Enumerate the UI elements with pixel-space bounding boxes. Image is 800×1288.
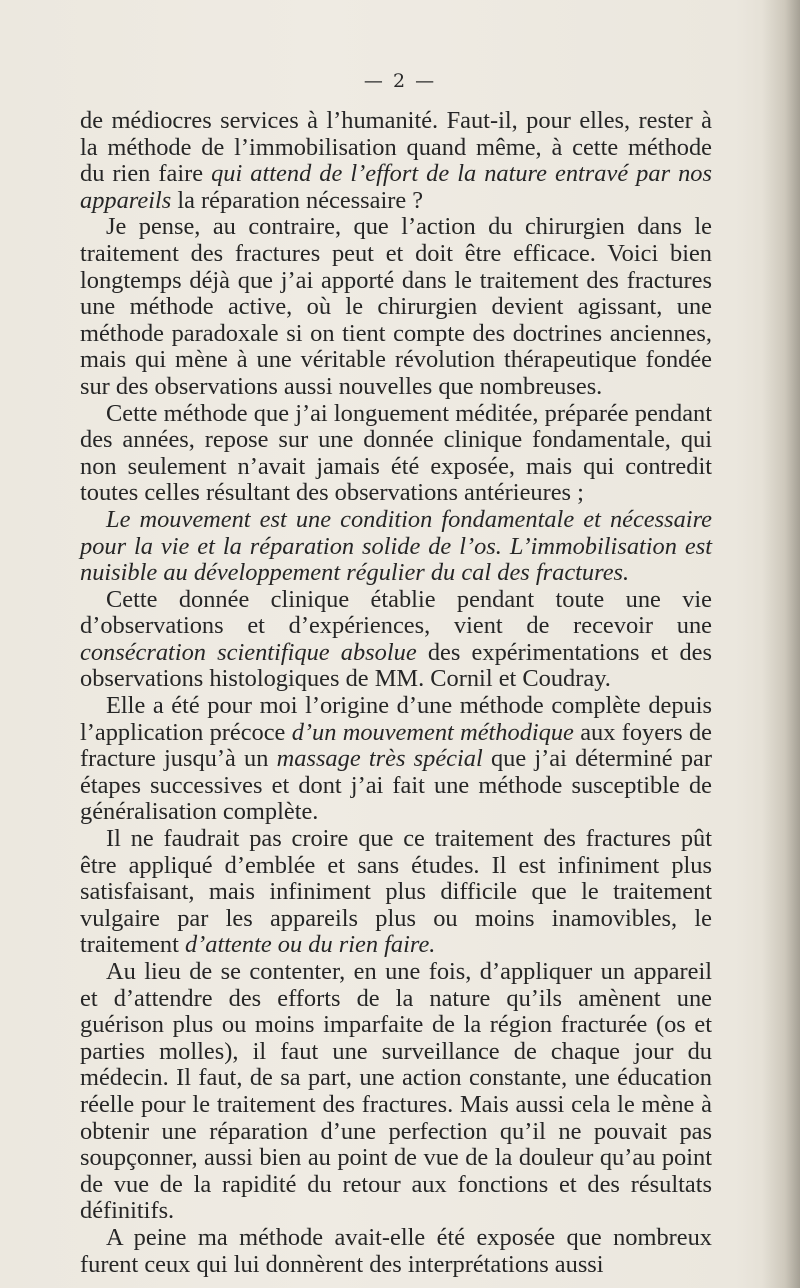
italic-segment: qui attend de l’effort de la nature entravé par nos appareils [80,160,712,214]
paragraph-1 [80,108,712,214]
text-segment: Cette donnée clinique établie pendant toute une vie d’observations et d’expériences, vient de recevoir une [80,585,712,640]
italic-segment: Le mouvement est une condition fondamentale et nécessaire pour la vie et la réparation solide de l’os. L’immobilisation est nuisible au développement régulier du cal des fractures. [80,505,712,587]
paragraph-4-principle [80,507,712,587]
text-segment: de médiocres services à l’humanité. Faut-il, pour elles, rester à la méthode de l’immobilisation quand même, à cette méthode du rien faire [80,107,712,188]
text-segment: que j’ai déterminé par étapes successives et dont j’ai fait une méthode susceptible de généralisation complète. [80,745,712,826]
text-segment: Elle a été pour moi l’origine d’une méthode complète depuis l’application précoce [80,692,712,746]
body-text [80,108,712,1278]
italic-segment: consécration scientifique absolue [80,638,417,666]
text-segment: Il ne faudrait pas croire que ce traitement des fractures pût être appliqué d’emblée et sans études. Il est infiniment plus satisfaisant, mais infiniment plus difficile que le traitement vulgaire par les appareils plus ou moins inamovibles, le traitement [80,825,712,959]
italic-segment: d’un mouvement méthodique [291,718,574,746]
text-segment: aux foyers de fracture jusqu’à un [80,718,712,773]
text-segment: des expérimentations et des observations histologiques de MM. Cornil et Coudray. [80,638,712,693]
paragraph-8 [80,959,712,1225]
italic-segment: d’attente ou du rien faire. [184,931,436,959]
paragraph-5 [80,587,712,693]
italic-segment: massage très spécial [276,745,483,773]
text-segment: Cette méthode que j’ai longuement méditée, préparée pendant des années, repose sur une donnée clinique fondamentale, qui non seulement n’avait jamais été exposée, mais qui contredit toutes celles résultant des observations antérieures ; [80,399,712,507]
paragraph-6 [80,693,712,826]
paragraph-9 [80,1225,712,1278]
paragraph-3 [80,401,712,507]
text-segment: A peine ma méthode avait-elle été exposée que nombreux furent ceux qui lui donnèrent des interprétations aussi [80,1223,712,1278]
text-segment: la réparation nécessaire ? [171,186,424,214]
page-edge-shadow [762,0,800,1288]
text-segment: Je pense, au contraire, que l’action du chirurgien dans le traitement des fractures peut et doit être efficace. Voici bien longtemps déjà que j’ai apporté dans le traitement des fractures une méthode active, où le chirurgien devient agissant, une méthode paradoxale si on tient compte des doctrines anciennes, mais qui mène à une véritable révolution thérapeutique fondée sur des observations aussi nouvelles que nombreuses. [80,213,712,400]
paragraph-7 [80,826,712,959]
page-number: — 2 — [363,70,437,92]
paragraph-2 [80,214,712,400]
text-segment: Au lieu de se contenter, en une fois, d’appliquer un appareil et d’attendre des efforts de la nature qu’ils amènent une guérison plus ou moins imparfaite de la région fracturée (os et parties molles), il faut une surveillance de chaque jour du médecin. Il faut, de sa part, une action constante, une éducation réelle pour le traitement des fractures. Mais aussi cela le mène à obtenir une réparation d’une perfection qu’il ne pouvait pas soupçonner, aussi bien au point de vue de la douleur qu’au point de vue de la rapidité du retour aux fonctions et des résultats définitifs. [80,958,712,1225]
